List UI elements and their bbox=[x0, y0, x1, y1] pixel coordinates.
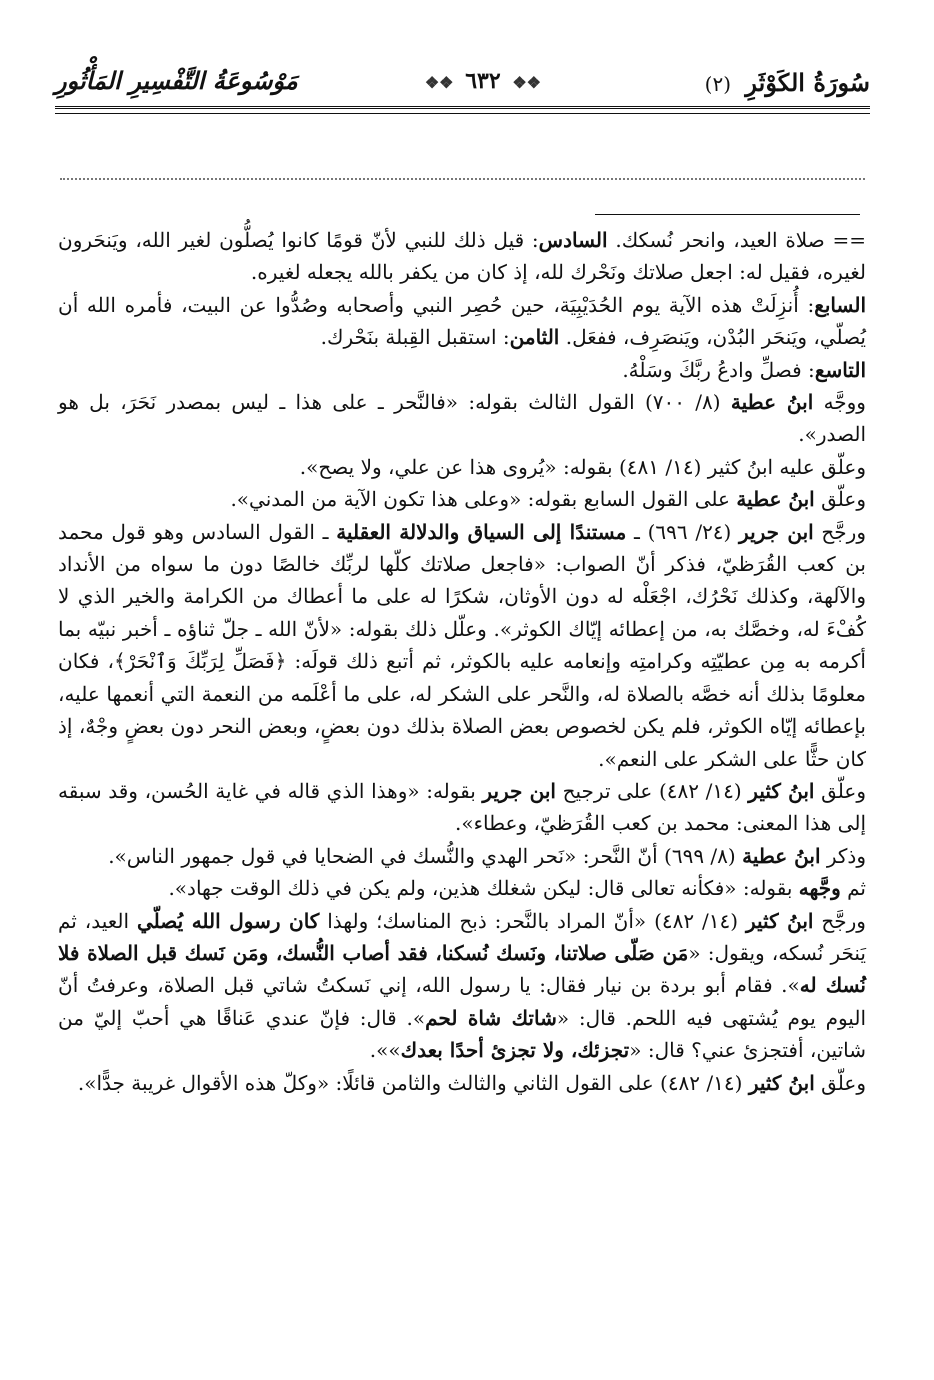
text-segment: بقوله: «وهذا الذي قاله في غاية الحُسن، وقد سبقه إلى هذا المعنى: محمد بن كعب القُرَظيّ، وعطاء». bbox=[58, 778, 866, 836]
text-segment: وذكر bbox=[820, 843, 866, 868]
bold-segment: مَن صَلّى صلاتنا، ونَسك نُسكنا، فقد أصاب النُّسك، ومَن نَسك قبل الصلاة فلا نُسك له bbox=[58, 940, 866, 998]
text-segment: : فصلِّ وادعُ ربَّكَ وسَلْهُ. bbox=[622, 357, 815, 382]
book-title: مَوْسُوعَةُ التَّفْسِيرِ المَأْثُورِ bbox=[55, 66, 298, 95]
bold-segment: مستندًا إلى السياق والدلالة العقلية bbox=[336, 519, 627, 544]
bold-segment: وجَّهه bbox=[798, 876, 841, 901]
paragraph bbox=[58, 775, 866, 840]
paragraph bbox=[58, 905, 866, 1067]
bold-segment: ابنُ عطية bbox=[742, 843, 821, 868]
text-segment: : قيل ذلك للنبي لأنّ قومًا كانوا يُصلُّون لغير الله، ويَنحَرون لغيره، فقيل له: اجعل صلاتك ونَحْرك لله، إذ كان من يكفر بالله يجعله لغيره. bbox=[58, 228, 866, 285]
bold-segment: ابن جرير bbox=[739, 519, 814, 544]
bold-segment: ابنُ كثير bbox=[748, 778, 815, 803]
text-segment: ورجَّح bbox=[813, 908, 866, 933]
page-header bbox=[55, 62, 870, 108]
paragraph bbox=[58, 289, 866, 354]
text-segment: ووجَّه bbox=[813, 390, 866, 415]
text-segment: (١٤/ ٤٨٢) «أنّ المراد بالنَّحر: ذبح المناسك؛ ولهذا bbox=[319, 908, 746, 933]
text-segment: (٨/ ٦٩٩) أنّ النَّحر: «نَحر الهدي والنُّسك في الضحايا في قول جمهور الناس». bbox=[108, 843, 743, 868]
paragraph bbox=[58, 840, 866, 872]
bold-segment: السابع bbox=[814, 292, 866, 317]
text-segment: (١٤/ ٤٨٢) على ترجيح bbox=[555, 778, 749, 803]
page-number-text: ٦٣٢ bbox=[465, 68, 501, 94]
text-segment: (١٤/ ٤٨٢) على القول الثاني والثالث والثامن قائلًا: «وكلّ هذه الأقوال غريبة جدًّا». bbox=[77, 1070, 749, 1095]
footnote-rule bbox=[595, 214, 860, 215]
text-segment: وعلّق bbox=[814, 778, 866, 803]
text-segment: وعلّق bbox=[814, 487, 866, 512]
text-segment: : استقبل القِبلة بنَحْرك. bbox=[320, 325, 510, 350]
text-segment: »». bbox=[369, 1038, 401, 1063]
bold-segment: ابنُ كثير bbox=[748, 1070, 815, 1095]
bold-segment: السادس bbox=[538, 228, 608, 252]
paragraph bbox=[58, 224, 866, 289]
bold-segment: ابن جرير bbox=[482, 778, 556, 803]
ornament-right-icon: ❖❖ bbox=[512, 73, 541, 92]
text-segment: وعلّق bbox=[814, 1070, 866, 1095]
footnote-body bbox=[58, 224, 866, 1099]
paragraph bbox=[58, 386, 866, 451]
text-segment: ورجَّح bbox=[813, 519, 866, 544]
bold-segment: ابنُ كثير bbox=[745, 908, 814, 933]
text-segment: (٢٤/ ٦٩٦) ـ bbox=[626, 519, 740, 544]
bold-segment: ابنُ عطية bbox=[736, 487, 815, 512]
paragraph bbox=[58, 483, 866, 515]
text-segment: ». فقام أبو بردة بن نيار فقال: يا رسول الله، إني نَسكتُ شاتي قبل الصلاة، وعرفتُ أنّ اليوم يوم يُشتهى فيه اللحم. قال: « bbox=[58, 973, 866, 1030]
bold-segment: تجزئك، ولا تجزئ أحدًا بعدك bbox=[400, 1038, 630, 1063]
bold-segment: شاتك شاة لحم bbox=[425, 1005, 557, 1030]
header-divider-thin bbox=[55, 113, 870, 114]
text-segment: ». قال: فإنّ عندي عَناقًا هي أحبّ إليّ من شاتين، أفتجزئ عني؟ قال: « bbox=[58, 1005, 866, 1063]
dotted-separator bbox=[60, 178, 865, 180]
bold-segment: التاسع bbox=[814, 357, 866, 382]
text-segment: العيد، ثم يَنحَر نُسكه، ويقول: « bbox=[58, 908, 866, 965]
page-number bbox=[421, 68, 545, 94]
paragraph bbox=[58, 354, 866, 386]
text-segment: بقوله: «فكأنه تعالى قال: ليكن شغلك هذين، ولم يكن في ذلك الوقت جهاد». bbox=[168, 876, 799, 901]
text-segment: وعلّق عليه ابنُ كثير (١٤/ ٤٨١) بقوله: «يُروى هذا عن علي، ولا يصح». bbox=[299, 454, 866, 479]
header-divider bbox=[55, 106, 870, 109]
paragraph bbox=[58, 451, 866, 483]
paragraph bbox=[58, 1067, 866, 1099]
surah-title-text: سُورَةُ الكَوْثَرِ bbox=[745, 68, 870, 97]
bold-segment: كان رسول الله يُصلّي bbox=[136, 908, 320, 933]
paragraph bbox=[58, 872, 866, 904]
text-segment: (٨/ ٧٠٠) القول الثالث بقوله: «فالنَّحر ـ على هذا ـ ليس بمصدر نَحَرَ، بل هو الصدر». bbox=[58, 390, 866, 447]
surah-title bbox=[705, 68, 870, 97]
bold-segment: ابنُ عطية bbox=[730, 390, 814, 415]
surah-number: (٢) bbox=[704, 72, 732, 96]
text-segment: ثم bbox=[840, 876, 866, 901]
ornament-left-icon: ❖❖ bbox=[424, 73, 454, 92]
paragraph bbox=[58, 516, 866, 775]
bold-segment: الثامن bbox=[509, 325, 560, 350]
text-segment: : أُنزِلَتْ هذه الآية يوم الحُدَيْبِيَة، حين حُصِر النبي وأصحابه وصُدُّوا عن البيت، فأمره الله أن يُصلّي، ويَنحَر البُدْن، ويَنصَرِف، ففعَل. bbox=[58, 292, 866, 350]
text-segment: == صلاة العيد، وانحر نُسكك. bbox=[607, 228, 866, 252]
text-segment: ـ القول السادس وهو قول محمد بن كعب القُرَظيّ، فذكر أنّ الصواب: «فاجعل صلاتك كلّها لربِّك خالصًا دون ما سواه من الأنداد والآلهة، وكذلك نَحْرُك، اجْعَلْه له دون الأوثان، شكرًا له على ما أعطاك من الكرامة والخير الذي لا كُفْءَ له، وخصَّك به، من إعطائه إيّاك الكوثر». وعلّل ذلك بقوله: «لأنّ الله ـ جلّ ثناؤه ـ أخبر نبيّه بما أكرمه به مِن عطيّتِه وكرامتِه وإنعامه عليه بالكوثر، ثم أتبع ذلك قولَه: ﴿فَصَلِّ لِرَبِّكَ وَٱنْحَرْ﴾، فكان معلومًا بذلك أنه خصَّه بالصلاة له، والنَّحر على الشكر له، على ما أعْلَمه من النعمة التي أنعمها عليه، بإعطائه إيّاه الكوثر، فلم يكن لخصوص بعض الصلاة بذلك دون بعضٍ، وبعض النحر دون بعضٍ وجْهٌ، إذ كان حثًّا على الشكر على النعم». bbox=[58, 519, 866, 771]
text-segment: على القول السابع بقوله: «وعلى هذا تكون الآية من المدني». bbox=[230, 487, 737, 512]
